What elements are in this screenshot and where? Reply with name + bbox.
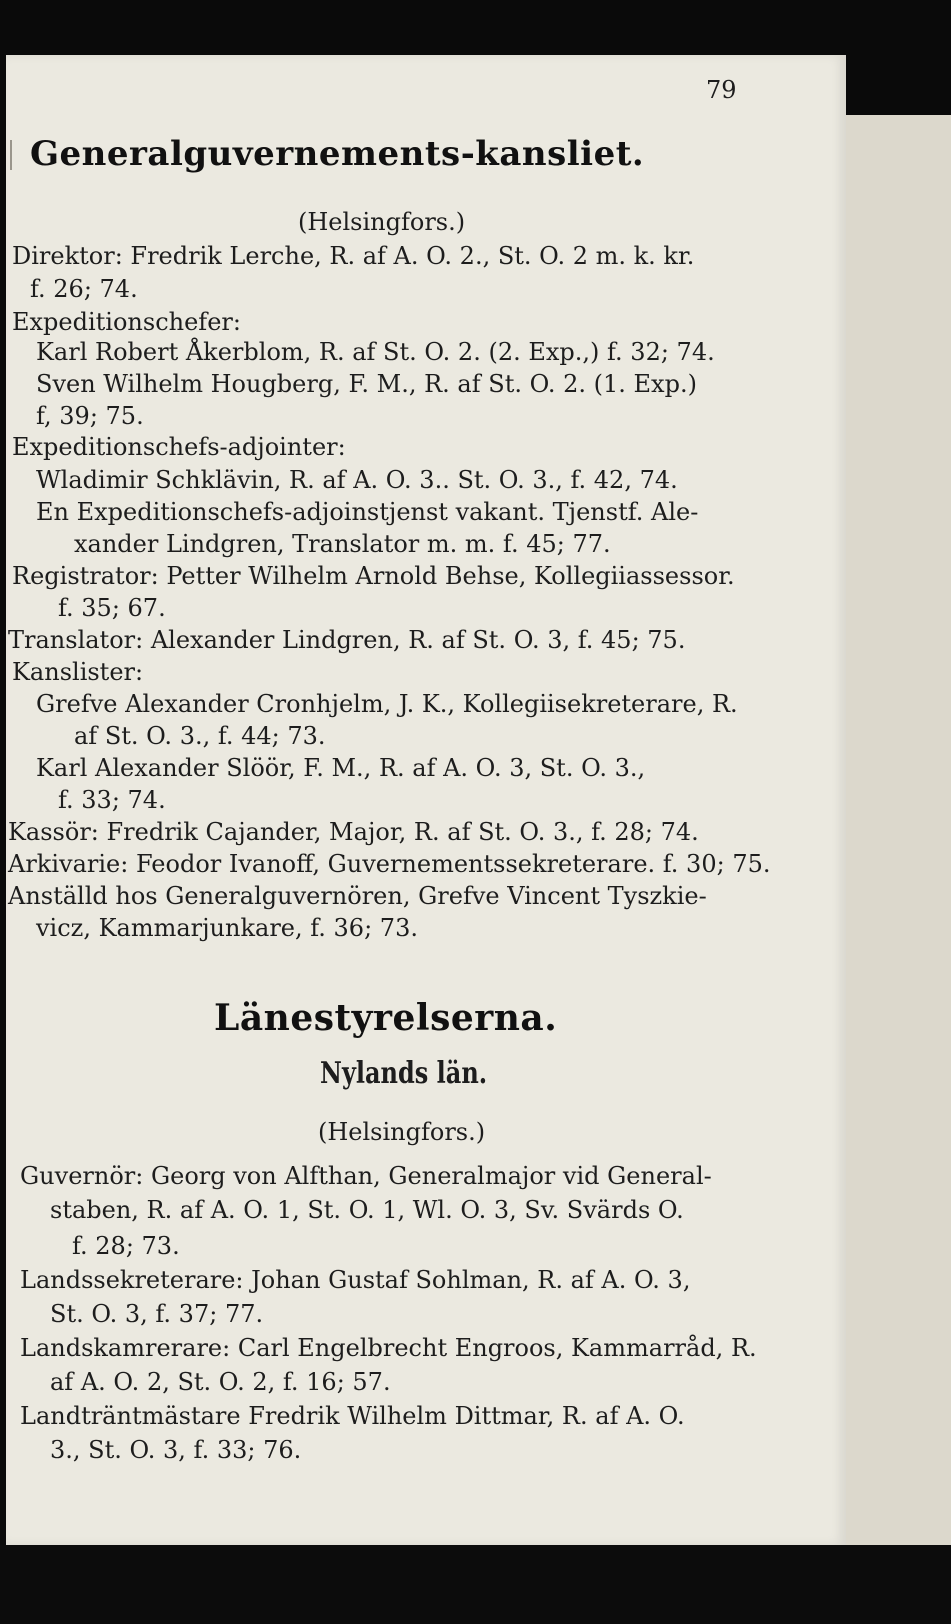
- text-line: Arkivarie: Feodor Ivanoff, Guvernementssekreterare. f. 30; 75.: [8, 850, 771, 878]
- text-line: vicz, Kammarjunkare, f. 36; 73.: [36, 914, 418, 942]
- text-line: f. 35; 67.: [58, 594, 166, 622]
- text-line: Anställd hos Generalguvernören, Grefve Vincent Tyszkie-: [8, 882, 707, 910]
- text-line: xander Lindgren, Translator m. m. f. 45; 77.: [74, 530, 611, 558]
- text-line: Wladimir Schklävin, R. af A. O. 3.. St. O. 3., f. 42, 74.: [36, 466, 678, 494]
- page-number: 79: [706, 76, 737, 104]
- text-line: f. 26; 74.: [30, 275, 138, 303]
- bottom-dark-border: [0, 1545, 951, 1624]
- text-line: Kassör: Fredrik Cajander, Major, R. af St. O. 3., f. 28; 74.: [8, 818, 699, 846]
- text-line: f, 39; 75.: [36, 402, 144, 430]
- text-line: Karl Alexander Slöör, F. M., R. af A. O. 3, St. O. 3.,: [36, 754, 646, 782]
- text-line: af St. O. 3., f. 44; 73.: [74, 722, 326, 750]
- section-title-lanestyrelserna: Länestyrelserna.: [214, 997, 558, 1039]
- text-line: Translator: Alexander Lindgren, R. af St. O. 3, f. 45; 75.: [8, 626, 686, 654]
- section-location: (Helsingfors.): [298, 208, 466, 236]
- text-line: f. 33; 74.: [58, 786, 166, 814]
- underlying-page-edge: [830, 115, 951, 1555]
- text-line: Expeditionschefer:: [12, 308, 241, 336]
- text-line: Landträntmästare Fredrik Wilhelm Dittmar, R. af A. O.: [20, 1402, 685, 1430]
- text-line: f. 28; 73.: [72, 1232, 180, 1260]
- text-line: Guvernör: Georg von Alfthan, Generalmajor vid General-: [20, 1162, 712, 1190]
- text-line: af A. O. 2, St. O. 2, f. 16; 57.: [50, 1368, 391, 1396]
- text-line: Landskamrerare: Carl Engelbrecht Engroos, Kammarråd, R.: [20, 1334, 757, 1362]
- section-location: (Helsingfors.): [318, 1118, 486, 1146]
- text-line: Karl Robert Åkerblom, R. af St. O. 2. (2. Exp.,) f. 32; 74.: [36, 338, 715, 366]
- section-title-generalguvernements: Generalguvernements-kansliet.: [30, 134, 645, 174]
- text-line: En Expeditionschefs-adjoinstjenst vakant. Tjenstf. Ale-: [36, 498, 699, 526]
- text-line: Landssekreterare: Johan Gustaf Sohlman, R. af A. O. 3,: [20, 1266, 691, 1294]
- text-line: Kanslister:: [12, 658, 144, 686]
- text-line: Registrator: Petter Wilhelm Arnold Behse, Kollegiiassessor.: [12, 562, 735, 590]
- section-subtitle-nylands-lan: Nylands län.: [320, 1056, 488, 1091]
- text-line: St. O. 3, f. 37; 77.: [50, 1300, 264, 1328]
- text-line: Direktor: Fredrik Lerche, R. af A. O. 2., St. O. 2 m. k. kr.: [12, 242, 695, 270]
- text-line: 3., St. O. 3, f. 33; 76.: [50, 1436, 302, 1464]
- text-line: Expeditionschefs-adjointer:: [12, 433, 346, 461]
- page-edge-mark: [10, 140, 12, 170]
- text-line: staben, R. af A. O. 1, St. O. 1, Wl. O. 3, Sv. Svärds O.: [50, 1196, 684, 1224]
- text-line: Grefve Alexander Cronhjelm, J. K., Kollegiisekreterare, R.: [36, 690, 738, 718]
- text-line: Sven Wilhelm Hougberg, F. M., R. af St. O. 2. (1. Exp.): [36, 370, 697, 398]
